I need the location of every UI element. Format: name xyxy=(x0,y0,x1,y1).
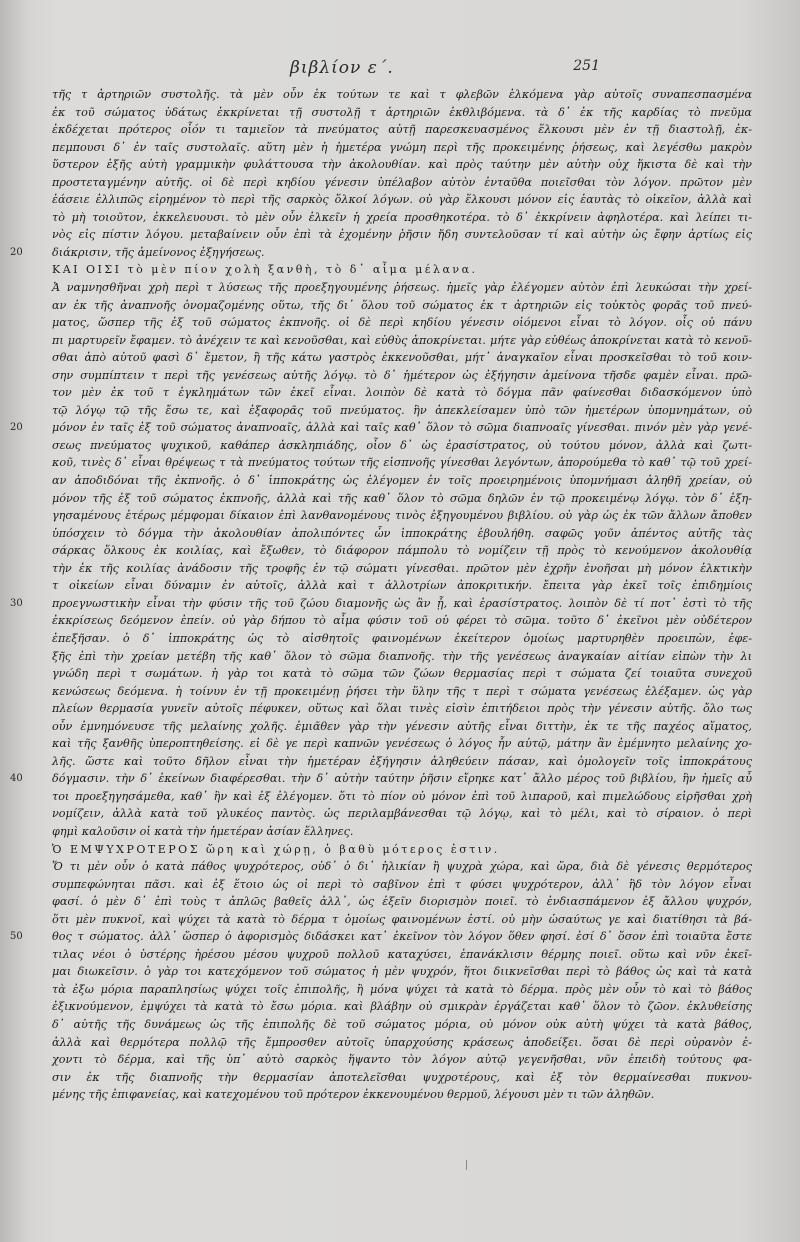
text-line: νομίζειν, ἀλλὰ κατὰ τοῦ γλυκέος παντὸς. ὡς περιλαμβάνεσθαι τῷ λόγῳ, καὶ τὸ μέλι, καὶ τὸ σίραιον. ὁ περὶ xyxy=(52,807,752,821)
text-line: τὸ μὴ τοιοῦτον, ἐκκελευουσι. τὸ μὲν οὖν ἑλκεῖν ἡ χρεία προσθηκοτέρα. τὸ δ᾽ ἐκκρίνειν ἀφηλοτέρα. καὶ λείπει τι- xyxy=(52,210,752,224)
text-line: αν ἀποδιδόναι τῆς ἐκπνοῆς. ὁ δ᾽ ἱπποκράτης ὡς ἐλέγομεν ἐν τοῖς προειρημένοις ὑπομνήμασι ἀληθῆ χρείαν, οὐ xyxy=(52,474,752,488)
text-line: νὸς εἰς πίστιν λόγου. μεταβαίνειν οὖν ἐπὶ τὰ ἐχομένην ῥῆσιν ἤδη συντελοῦσαν τί καὶ αὐτὴν ὡς ἔφην ἀρτίως εἰς xyxy=(52,228,752,242)
section-heading: Ὁ ΕΜΨΥΧΡΟΤΕΡΟΣ ὥρη καὶ χώρῃ, ὁ βαθὺ μότερος ἐστιν. xyxy=(52,842,500,856)
text-body xyxy=(10,86,752,1104)
text-line: οὖν ἐμνημόνευσε τῆς μελαίνης χολῆς. ἐμιᾶθεν γὰρ τὴν γένεσιν αὐτῆς εἶναι διττὴν, ἐκ τε τῆς παχέος αἵματος, xyxy=(52,719,752,733)
text-line: ἐκ τοῦ σώματος ὑδάτως ἐκκρίνεται τῇ συστολῇ τ ἀρτηριῶν ἐκθλιβόμενα. τὰ δ᾽ ἐκ τῆς καρδίας τὸ πνεῦμα xyxy=(52,105,752,119)
page-number: 251 xyxy=(573,58,600,74)
text-line: τὰ ἐξω μόρια παραπλησίως ψύχει τοῖς ἐπιπολῆς, ἢ μόνα ψύχει τὰ κατὰ τὸ δέρμα. πρὸς μὲν οὖν τὸ καὶ τὸ βάθος xyxy=(52,982,752,996)
text-line xyxy=(10,419,752,437)
line-number: 30 xyxy=(10,597,23,609)
text-line: ματος, ὥσπερ τῆς ἐξ τοῦ σώματος ἐκπνοῆς. οἱ δὲ περὶ κηδίου γένεσιν οἰόμενοι εἶναι τὸ λόγον. οἷς οὐ πάνυ xyxy=(52,316,752,330)
text-line: τῆς τ ἀρτηριῶν συστολῆς. τὰ μὲν οὖν ἐκ τούτων τε καὶ τ φλεβῶν ἑλκόμενα γὰρ αὐτοῖς συναπεσπασμένα xyxy=(52,88,752,101)
text-line: Ἀ ναμνησθῆναι χρὴ περὶ τ λύσεως τῆς προεξηγουμένης ῥήσεως. ἡμεῖς γὰρ ἐλέγομεν αὐτὸν ἐπὶ λευκώσαι τὴν χρεί- xyxy=(52,281,752,295)
text-line: γνώδη περὶ τ σωμάτων. ἡ γὰρ τοι κατὰ τὸ σῶμα τῶν ζώων θερμασίας περὶ τ σώματα ζεί τοιαῦτα συνεχοῦ xyxy=(52,667,752,681)
text-line: ἐπεξῆσαν. ὁ δ᾽ ἱπποκράτης ὡς τὸ αἰσθητοῖς φαινομένων ἐκείτερον ὁμοίως μαρτυρηθὲν προειπὼν, ἐφε- xyxy=(52,631,752,645)
text-line: τον μὲν ἐκ τοῦ τ ἐγκλημάτων τῶν ἐκεῖ εἶναι. λοιπὸν δὲ κατὰ τὸ δόγμα πᾶν φαίνεσθαι διδασκόμενον ὑπὸ xyxy=(52,386,752,400)
text-line: μαι διωκεῖσιν. ὁ γὰρ τοι κατεχόμενον τοῦ σώματος ἡ μὲν ψυχρόν, ἥτοι διικνεῖσθαι περὶ τὸ βάθος ὡς καὶ τὰ κατὰ xyxy=(52,965,752,979)
text-line: φημὶ καλοῦσιν οἱ κατὰ τὴν ἡμετέραν ἀσίαν ἕλληνες. xyxy=(52,824,354,838)
text-line: γησαμένους ἑτέρως μέμφομαι δίκαιον ἐπὶ λανθανομένους τινὸς ἐξηγουμένου βιβλίου. οὐ γὰρ ὡς ἐκ τῶν ἄλλων ἄποθεν xyxy=(52,509,752,523)
text-line xyxy=(10,244,752,262)
text-line: Ὅ τι μὲν οὖν ὁ κατὰ πάθος ψυχρότερος, οὐδ᾽ ὁ δι᾽ ἡλικίαν ἢ ψυχρὰ χώρα, καὶ ὥρα, διὰ δὲ γένεσις θερμότερος xyxy=(52,860,752,874)
text-line: πλείων θερμασία γυνεῖν αὐτοῖς πέφυκεν, οὕτως καὶ ὅλαι τινὲς εἰσὶν ἐπιτήδειοι πρὸς τὴν γένεσιν αὐτῆς. ὄλο τως xyxy=(52,702,752,716)
text-line: κοῦ, τινὲς δ᾽ εἶναι θρέψεως τ τὰ πνεύματος τούτων τῆς εἰσπνοῆς γίνεσθαι λεγόντων, ἀπορούμεθα τὸ καθ᾽ τῷ τοῦ χρεί- xyxy=(52,456,752,470)
text-line: αν ἐκ τῆς ἀναπνοῆς ὀνομαζομένης οὕτω, τῆς δι᾽ ὅλου τοῦ σώματος ἐκ τ ἀρτηριῶν εἰς τοὐκτὸς φορᾶς τοῦ πνεύ- xyxy=(52,298,752,312)
text-line: τὴν ἐκ τῆς κοιλίας ἀνάδοσιν τῆς τροφῆς ἐν τῷ σώματι γίνεσθαι. πρῶτον μὲν ἐχρῆν ἐνοῆσαι μὴ μόνον ἑλκτικὴν xyxy=(52,561,752,575)
text-line: λῆς. ὥστε καὶ τοῦτο δῆλον εἶναι τὴν ἡμετέραν ἐξήγησιν ἀληθεύειν πάσαν, καὶ ὁμολογεῖν τοῖς ἱπποκράτους xyxy=(52,754,752,768)
text-line: προστεταγμένην αὐτῆς. οἱ δὲ περὶ κηδίου γένεσιν ὑπέλαβον αὐτὸν ἐνταῦθα ποιεῖσθαι τὸν λόγον. πρῶτον μὲν xyxy=(52,175,752,189)
text-line: ἀλλὰ καὶ θερμότερα πολλῷ τῆς ἔμπροσθεν αὐτοῖς ὑπαρχούσης κράσεως ἀποδείξει. ὅσαι δὲ περὶ οὐρανὸν ἐ- xyxy=(52,1035,752,1049)
text-line: σιν ἐκ τῆς διαπνοῆς τὴν θερμασίαν ἀποτελεῖσθαι ψυχροτέρους, καὶ ἐξ τὸν θερμαίνεσθαι πυκνου- xyxy=(52,1070,752,1084)
text-line: πι μαρτυρεῖν ἔφαμεν. τὸ ἀνέχειν τε καὶ κενοῦσθαι, καὶ εὐθὺς ἀποκρίνεται. μήτε γὰρ εὐθέως ἀποκρίνεται κατὰ τὸ κενοῦ- xyxy=(52,333,752,347)
text-line: ὕστερον ἑξῆς αὐτὴ γραμμικὴν φυλάττουσα τὴν ἀκολουθίαν. καὶ πρὸς ταύτην μὲν αὐτὴν οὐχ ἥκιστα δὲ καὶ τὴν xyxy=(52,158,752,172)
page-header xyxy=(0,58,800,82)
text-line: δ᾽ αὐτῆς τῆς δυνάμεως ὡς τῆς ἐπιπολῆς δὲ τοῦ σώματος μόρια, οὐ μόνον οὐκ αὐτὴ ψύχει τὰ κατὰ βάθος, xyxy=(52,1017,752,1031)
printer-mark xyxy=(466,1160,467,1170)
text-line: ἐάσειε ἐλλιπῶς εἰρημένον τὸ περὶ τῆς σαρκὸς ὅλκοί λόγων. οὐ γὰρ ἕλκουσι μόνον εἰς ἑαυτὰς τὸ οἰκεῖον, ἀλλὰ καὶ xyxy=(52,193,752,207)
text-line: ξῆς ἐπὶ τὴν χρείαν μετέβη τῆς καθ᾽ ὅλον τὸ σῶμα διαπνοῆς. τὴν τῆς γενέσεως ἀναγκαίαν αἰτίαν εἰπὼν τὴν λι xyxy=(52,649,752,663)
text-line: τιλας νέοι ὁ ὑστέρης ἡρέσου μέσου ψυχροῦ πολλοῦ καταχύσει, ἐπανάκλισιν θέρμης ποιεῖ. οὕτω καὶ νῦν ἐκεῖ- xyxy=(52,947,752,961)
text-line: ἐξικνούμενον, ἐμψύχει τὰ κατὰ τὸ ἔσω μόρια. καὶ βλάβην οὐ σμικρὰν ἐργάζεται καθ᾽ ὅλον τὸ ζῶον. ἐκλυθείσης xyxy=(52,1000,752,1014)
text-line-content: μόνον ἐν ταῖς ἐξ τοῦ σώματος ἀναπνοαῖς, ἀλλὰ καὶ ταῖς καθ᾽ ὅλον τὸ σῶμα διαπνοαῖς γίνεσθαι. πινόν μὲν γὰρ γενέ- xyxy=(52,421,752,435)
text-line: συμπεφώνηται πᾶσι. καὶ ἐξ ἕτοιο ὡς οἱ περὶ τὸ σαβῖνον ἐπὶ τ φύσει ψυχρότερον, ἀλλ᾽ ἣδ τὸν λόγον εἶναι xyxy=(52,877,752,891)
section-heading: ΚΑΙ ΟΙΣΙ τὸ μὲν πίον χολὴ ξανθὴ, τὸ δ᾽ αἷμα μέλανα. xyxy=(52,263,478,277)
text-line-content: θος τ σώματος. ἀλλ᾽ ὥσπερ ὁ ἀφορισμὸς διδάσκει κατ᾽ ἐκεῖνον τὸν λόγον ὅθεν φησί. ἐσί δ᾽ ὅσον ἐπὶ τοιαῦτα ἔστε xyxy=(52,930,752,944)
line-number: 20 xyxy=(10,246,23,258)
text-line: τῷ λόγῳ τῷ τῆς ἔσω τε, καὶ ἐξαφορᾶς τοῦ πνεύματος. ἣν ἀπεκλείσαμεν ὑπὸ τῶν ἡμετέρων ὑπομνημάτων, οὐ xyxy=(52,403,752,417)
text-line: σθαι ἀπὸ αὐτοῦ φασὶ δ᾽ ἔμετον, ἢ τῆς κάτω γαστρὸς ἐκκενοῦσθαι, μήτ᾽ ἀναγκαῖον εἶναι προσκεῖσθαι τὸ τοῦ κοιν- xyxy=(52,351,752,365)
text-line: ἐκδέχεται πρότερος οἷόν τι ταμιεῖον τὰ πνεύματος αὐτῇ παρεσκευασμένος ἕλκουσι μὲν ἐν τῇ διαστολῇ, ἐκ- xyxy=(52,123,752,137)
text-line: κενώσεως δεόμενα. ἡ τοίνυν ἐν τῇ προκειμένῃ ῥήσει τὴν ὕλην τῆς τ περὶ τ σώματα γενέσεως ἐλέξαμεν. ὡς γὰρ xyxy=(52,684,752,698)
text-line-content: προεγνωστικὴν εἶναι τὴν φύσιν τῆς τοῦ ζώου διαμονῆς ὡς ἂν ᾖ, καὶ ἐρασίστρατος. λοιπὸν δὲ τί ποτ᾽ ἐστὶ τὸ τῆς xyxy=(52,596,752,610)
text-line: χοντι τὸ δέρμα, καὶ τῆς ὑπ᾽ αὐτὸ σαρκὸς ἥψαντο τὸν λόγον αὐτῷ γεγενῆσθαι, νῦν ἐπειδὴ τούτους φα- xyxy=(52,1053,752,1067)
text-line: καὶ τῆς ξανθῆς ὑπεροπτηθείσης. εἰ δὲ γε περὶ καπνῶν γενέσεως ὁ λόγος ἦν αὐτῷ, μάτην ἂν ἐμέμνητο μελαίνης χο- xyxy=(52,737,752,751)
text-line: μόνον τῆς ἐξ τοῦ σώματος ἐκπνοῆς, ἀλλὰ καὶ τῆς καθ᾽ ὅλον τὸ σῶμα δηλῶν ἐν τῷ προκειμένῳ λόγῳ. τὸν δ᾽ ἐξη- xyxy=(52,491,752,505)
text-line: τοι προεξηγησάμεθα, καθ᾽ ἣν καὶ ἐξ ἐλέγομεν. ὅτι τὸ πίον οὐ μόνον ἐπὶ τοῦ λιπαροῦ, καὶ πιμελώδους εἰρῆσθαι χρὴ xyxy=(52,789,752,803)
line-number: 40 xyxy=(10,773,23,785)
text-line: σεως πνεύματος ψυχικοῦ, καθάπερ ἀσκληπιάδης, οἷον δ᾽ ὡς ἐρασίστρατος, οὐ τούτου μόνον, ἀλλὰ καὶ ζωτι- xyxy=(52,438,752,452)
text-line: μένης τῆς ἐπιφανείας, καὶ κατεχομένου τοῦ πρότερον ἐκκενουμένου θερμοῦ, λέγουσι μὲν τι τῶν ἀληθῶν. xyxy=(52,1088,655,1102)
text-line: ὑπόσχειν τὸ δόγμα τὴν ἀκολουθίαν ἀπολιπόντες ὧν ἱπποκράτης ἐβουλήθη. σαφῶς γοῦν ἀπέντος αὐτῆς τὰς xyxy=(52,526,752,540)
text-line: σάρκας ὅλκους ἐκ κοιλίας, καὶ ἔξωθεν, τὸ διάφορον πάμπολυ τὸ νομίζειν τῇ πρὸς τὸ κενούμενον ἀκολουθίᾳ xyxy=(52,544,752,558)
running-head: βιβλίον ε΄. xyxy=(290,58,394,78)
text-line: φασί. ὁ μὲν δ᾽ ἐπὶ τοὺς τ ἀπλῶς βαθεῖς ἀλλ᾽, ὡς ἐξεῖν διορισμὸν ποιεῖ. τὸ ἐνδιασπάμενον ἐξ ἄλλου ψυχρόν, xyxy=(52,895,752,909)
text-line-content: διάκρισιν, τῆς ἀμείνονος ἐξηγήσεως. xyxy=(52,245,265,259)
text-line xyxy=(10,770,752,788)
line-number: 20 xyxy=(10,422,23,434)
line-number: 50 xyxy=(10,931,23,943)
text-line: τ οἰκείων εἶναι δύναμιν ἐν αὐτοῖς, ἀλλὰ καὶ τ ἀλλοτρίων ἀποκριτικήν. ἔπειτα γὰρ ἐκεῖ τοῖς ἐπιδημίοις xyxy=(52,579,752,593)
text-line: σην συμπίπτειν τ περὶ τῆς γενέσεως αὐτῆς λόγῳ. τὸ δ᾽ ἡμέτερον ὡς ἐξήγησιν ἀμείνονα τῆσδε φαμὲν εἶναι. πρῶ- xyxy=(52,368,752,382)
text-line: πεμπουσι δ᾽ ἐν ταῖς συστολαῖς. αὕτη μὲν ἡ ἡμετέρα γνώμη περὶ τῆς προκειμένης ῥήσεως, καὶ λεγέσθω μακρὸν xyxy=(52,140,752,154)
text-line: ἐκκρίσεως δεόμενον ἐπείν. οὐ γὰρ δήπου τὸ αἷμα φύσιν τοῦ οὐ φέρει τὸ σῶμα. τοῦτο δ᾽ ἐκεῖνοι μὲν οὐδέτερον xyxy=(52,614,752,628)
text-line: ὅτι μὲν πυκνοῖ, καὶ ψύχει τὰ κατὰ τὸ δέρμα τ ὁμοίως φαινομένων ἐστί. οὐ μὴν ὡσαύτως γε καὶ διατίθησι τὰ βά- xyxy=(52,912,752,926)
text-line xyxy=(10,595,752,613)
text-line-content: δόγμασιν. τὴν δ᾽ ἐκείνων διαφέρεσθαι. τὴν δ᾽ αὐτὴν ταύτην ῥῆσιν εἴρηκε κατ᾽ ἄλλο μέρος τοῦ βιβλίου, ἣν ἡμεῖς αὖ xyxy=(52,772,752,786)
text-line xyxy=(10,928,752,946)
